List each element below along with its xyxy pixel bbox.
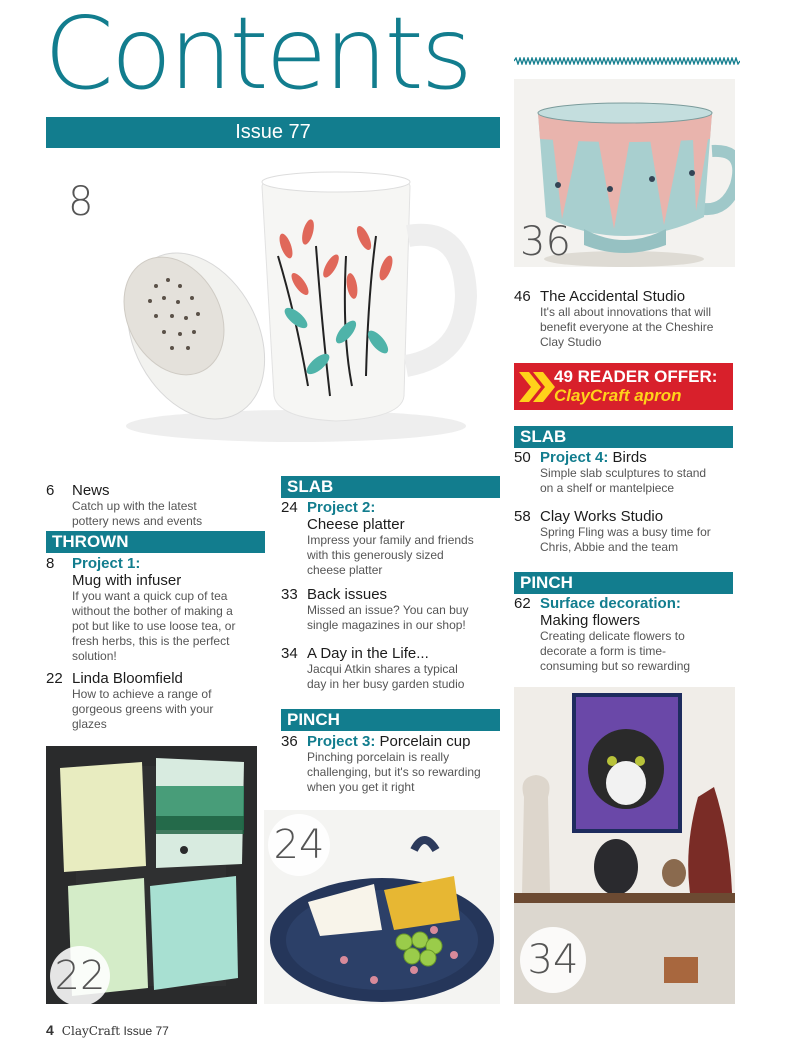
- entry-title: The Accidental Studio: [540, 288, 686, 305]
- entry-page: 33: [281, 586, 298, 603]
- entry-surface-decoration[interactable]: [514, 595, 744, 674]
- issue-banner: Issue 77: [46, 117, 500, 148]
- glazes-photo: [46, 746, 257, 1004]
- entry-page: 46: [514, 288, 531, 305]
- entry-desc-1: Catch up with the latest: [72, 499, 197, 513]
- entry-desc-1: Simple slab sculptures to stand: [540, 466, 707, 480]
- cup-page-number: 36: [520, 219, 571, 265]
- entry-desc-2: day in her busy garden studio: [307, 677, 465, 691]
- project-label: Surface decoration:: [540, 595, 681, 612]
- entry-desc-4: fresh herbs, this is the perfect: [72, 634, 230, 648]
- entry-linda-bloomfield[interactable]: [46, 670, 272, 732]
- entry-clay-works-studio[interactable]: [514, 508, 744, 555]
- studio-photo: [514, 687, 735, 1004]
- entry-project-2[interactable]: [281, 499, 507, 578]
- chevron-right-icon: [519, 372, 559, 402]
- entry-title: Linda Bloomfield: [72, 670, 183, 687]
- entry-project-4[interactable]: [514, 449, 744, 496]
- entry-page: 8: [46, 555, 55, 572]
- page-footer: [46, 1022, 169, 1038]
- entry-title: Clay Works Studio: [540, 508, 664, 525]
- entry-desc-1: Jacqui Atkin shares a typical: [307, 662, 458, 676]
- footer-page-number: 4: [46, 1022, 54, 1038]
- entry-page: 36: [281, 733, 298, 750]
- entry-title: Making flowers: [540, 612, 641, 629]
- entry-desc-2: challenging, but it's so rewarding: [307, 765, 481, 779]
- entry-desc-1: Missed an issue? You can buy: [307, 603, 469, 617]
- entry-desc-2: without the bother of making a: [72, 604, 233, 618]
- glazes-page-number: 22: [50, 946, 110, 1004]
- entry-page: 50: [514, 449, 531, 466]
- platter-photo: [264, 810, 500, 1004]
- entry-page: 58: [514, 508, 531, 525]
- footer-magazine-name: ClayCraft: [61, 1024, 121, 1038]
- page-title: Contents: [44, 0, 470, 112]
- entry-news[interactable]: [46, 482, 272, 529]
- reader-offer-banner[interactable]: [514, 363, 733, 410]
- mug-photo: [46, 156, 500, 458]
- entry-desc-3: pot but like to use loose tea, or: [72, 619, 236, 633]
- entry-project-3[interactable]: [281, 733, 507, 795]
- entry-desc-3: consuming but so rewarding: [540, 659, 691, 673]
- entry-page: 62: [514, 595, 531, 612]
- entry-back-issues[interactable]: [281, 586, 507, 633]
- entry-desc-2: decorate a form is time-: [540, 644, 667, 658]
- entry-title: Back issues: [307, 586, 388, 603]
- entry-desc-2: with this generously sized: [307, 548, 444, 562]
- entry-desc-1: How to achieve a range of: [72, 687, 212, 701]
- entry-title: News: [72, 482, 110, 499]
- footer-issue: Issue 77: [123, 1024, 169, 1038]
- entry-desc-3: when you get it right: [307, 780, 415, 794]
- entry-desc-1: Pinching porcelain is really: [307, 750, 450, 764]
- entry-desc-1: It's all about innovations that will: [540, 305, 712, 319]
- entry-desc-1: Impress your family and friends: [307, 533, 474, 547]
- entry-desc-3: Clay Studio: [540, 335, 602, 349]
- entry-title: Birds: [612, 449, 647, 466]
- offer-line-1: 49 READER OFFER:: [554, 367, 718, 386]
- entry-page: 22: [46, 670, 63, 687]
- studio-page-number: 34: [520, 927, 586, 993]
- project-label: Project 4:: [540, 449, 609, 466]
- project-label: Project 1:: [72, 555, 141, 572]
- entry-desc-2: on a shelf or mantelpiece: [540, 481, 675, 495]
- entry-desc-3: glazes: [72, 717, 107, 731]
- section-slab-mid: SLAB: [281, 476, 500, 498]
- entry-day-in-the-life[interactable]: [281, 645, 507, 692]
- cup-photo: [514, 79, 735, 267]
- entry-title: Porcelain cup: [379, 733, 471, 750]
- section-slab-right: SLAB: [514, 426, 733, 448]
- entry-title: A Day in the Life...: [307, 645, 429, 662]
- entry-page: 6: [46, 482, 55, 499]
- entry-desc-1: Creating delicate flowers to: [540, 629, 685, 643]
- section-pinch-mid: PINCH: [281, 709, 500, 731]
- entry-desc-1: If you want a quick cup of tea: [72, 589, 228, 603]
- entry-desc-2: Chris, Abbie and the team: [540, 540, 679, 554]
- entry-desc-2: single magazines in our shop!: [307, 618, 466, 632]
- entry-desc-1: Spring Fling was a busy time for: [540, 525, 711, 539]
- platter-page-number: 24: [268, 814, 330, 876]
- entry-desc-2: pottery news and events: [72, 514, 203, 528]
- entry-desc-2: gorgeous greens with your: [72, 702, 214, 716]
- section-pinch-right: PINCH: [514, 572, 733, 594]
- entry-desc-2: benefit everyone at the Cheshire: [540, 320, 714, 334]
- entry-page: 24: [281, 499, 298, 516]
- entry-desc-3: cheese platter: [307, 563, 383, 577]
- entry-accidental-studio[interactable]: [514, 288, 744, 350]
- entry-project-1[interactable]: [46, 555, 272, 664]
- project-label: Project 2:: [307, 499, 376, 516]
- offer-line-2: ClayCraft apron: [554, 386, 682, 405]
- entry-desc-5: solution!: [72, 649, 117, 663]
- project-label: Project 3:: [307, 733, 376, 750]
- section-thrown: THROWN: [46, 531, 265, 553]
- entry-title: Cheese platter: [307, 516, 405, 533]
- decorative-zigzag: [514, 57, 740, 65]
- mug-page-number: 8: [68, 179, 94, 225]
- entry-page: 34: [281, 645, 298, 662]
- entry-title: Mug with infuser: [72, 572, 182, 589]
